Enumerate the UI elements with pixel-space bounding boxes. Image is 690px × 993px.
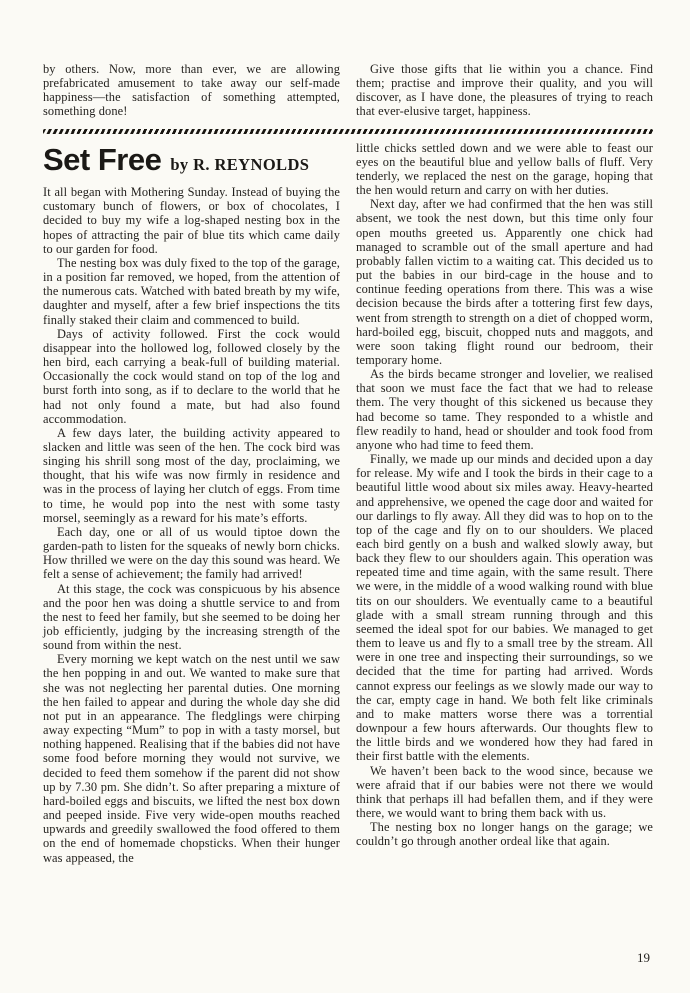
previous-article-ending xyxy=(43,62,653,119)
article-body xyxy=(43,141,653,865)
paragraph: We haven’t been back to the wood since, because we were afraid that if our babies were not there we would think that perhaps ill had befallen them, and if they were there, we would want to bring them back with us. xyxy=(356,763,653,820)
paragraph: little chicks settled down and we were able to feast our eyes on the beautiful blue and yellow balls of fluff. Very tenderly, we replaced the nest on the garage, hoping that the hen would return and carry on with her duties. xyxy=(356,140,653,198)
article-right-column xyxy=(356,141,653,865)
paragraph: At this stage, the cock was conspicuous by his absence and the poor hen was doing a shuttle service to and from the nest to feed her family, but she seemed to be doing her job efficiently, judging by the increasing strength of the sound from within the nest. xyxy=(43,581,340,653)
paragraph: The nesting box was duly fixed to the top of the garage, in a position far removed, we hoped, from the attention of the numerous cats. Watched with bated breath by my wife, daughter and myself, after a few brief inspections the tits finally staked their claim and commenced to build. xyxy=(43,255,340,327)
section-divider xyxy=(43,129,653,134)
prev-article-right-column xyxy=(356,62,653,119)
prev-article-left-column xyxy=(43,62,340,119)
page-number: 19 xyxy=(637,950,650,965)
paragraph: It all began with Mothering Sunday. Instead of buying the customary bunch of flowers, or box of chocolates, I decided to buy my wife a log-shaped nesting box in the hopes of attracting the pair of blue tits which came daily to our garden for food. xyxy=(43,185,340,256)
paragraph: The nesting box no longer hangs on the garage; we couldn’t go through another ordeal like that again. xyxy=(356,820,653,849)
paragraph: by others. Now, more than ever, we are allowing prefabricated amusement to take away our self-made happiness—the satisfaction of something attempted, something done! xyxy=(43,62,340,119)
article-title-text: Set Free xyxy=(43,141,162,177)
paragraph: Every morning we kept watch on the nest until we saw the hen popping in and out. We wanted to make sure that she was not neglecting her parental duties. One morning the hen failed to appear and during the whole day she did not put in an appearance. The fledglings were chirping away expecting “Mum” to pop in with a tasty morsel, but nothing happened. Realising that if the babies did not have some food before morning they would not survive, we decided to feed them somehow if the parent did not show up by 7.30 pm. She didn’t. So after preparing a mixture of hard-boiled eggs and biscuits, we lifted the nest box down and peeped inside. Five very wide-open mouths reached upwards and greedily swallowed the food offered to them on the end of homemade chopsticks. When their hunger was appeased, the xyxy=(43,652,341,865)
paragraph: Give those gifts that lie within you a chance. Find them; practise and improve their quality, and you will discover, as I have done, the pleasures of trying to reach that ever-elusive target, happiness. xyxy=(356,62,653,119)
article-title xyxy=(43,141,340,177)
paragraph: Next day, after we had confirmed that the hen was still absent, we took the nest down, but this time only four open mouths greeted us. Apparently one chick had managed to scramble out of the small aperture and had probably fallen victim to a waiting cat. This decided us to put the babies in our bird-cage in the house and to continue feeding operations from there. This was a wise decision because the birds after a tottering first few days, went from strength to strength on a diet of chopped worm, hard-boiled egg, biscuit, chopped nuts and maggots, and were soon taking flight round our bedroom, their temporary home. xyxy=(356,197,653,367)
paragraph: Each day, one or all of us would tiptoe down the garden-path to listen for the squeaks of newly born chicks. How thrilled we were on the day this sound was heard. We felt a sense of achievement; the family had arrived! xyxy=(43,524,340,582)
paragraph: A few days later, the building activity appeared to slacken and little was seen of the hen. The cock bird was singing his shrill song most of the day, proclaiming, we thought, that his wife was now firmly in residence and was in the process of laying her clutch of eggs. From time to time, he would pop into the nest with some tasty morsel, seemingly as a reward for his mate’s efforts. xyxy=(43,425,340,525)
paragraph: Days of activity followed. First the cock would disappear into the hollowed log, followed closely by the hen bird, each carrying a beak-full of building material. Occasionally the cock would stand on top of the log and burst forth into song, as if to declare to the world that he had not only found a mate, but had also found accommodation. xyxy=(43,326,340,426)
paragraph: Finally, we made up our minds and decided upon a day for release. My wife and I took the birds in their cage to a beautiful little wood about six miles away. Heavy-hearted and apprehensive, we opened the cage door and waited for our darlings to fly away. All they did was to hop on to the top of the cage and fly on to our shoulders. We placed each bird gently on a bush and walked slowly away, but back they flew to our shoulders again. This operation was repeated time and time again, with the same result. There we were, in the middle of a wood walking round with blue tits on our shoulders. We eventually came to a beautiful glade with a small stream running through and this seemed the ideal spot for our babies. We managed to get them to leave us and fly to a small tree by the stream. All were in one tree and inspecting their surroundings, so we decided that the time for parting had arrived. Words cannot express our feelings as we slowly made our way to the car, empty cage in hand. We both felt like criminals and to make matters worse there was a torrential downpour a few hours afterwards. Our thoughts flew to the little birds and we wondered how they had fared in their first battle with the elements. xyxy=(356,452,653,764)
article-left-column xyxy=(43,141,340,865)
paragraph: As the birds became stronger and lovelier, we realised that soon we must face the fact that we had to release them. The very thought of this sickened us because they had become so tame. They responded to a whistle and flew readily to hand, head or shoulder and took food from anyone who had time to feed them. xyxy=(356,367,653,452)
article-byline: by R. REYNOLDS xyxy=(170,154,310,174)
